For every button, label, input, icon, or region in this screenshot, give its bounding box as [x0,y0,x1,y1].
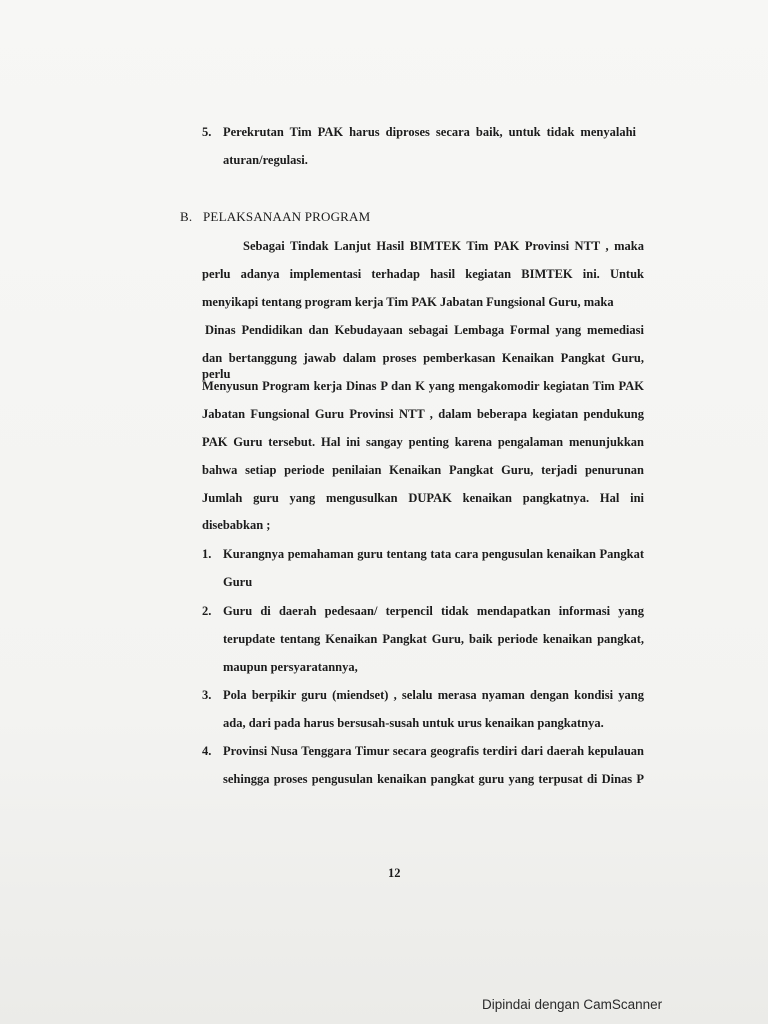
list-item-4-number: 4. [202,744,212,758]
list-item-4-line-1: Provinsi Nusa Tenggara Timur secara geografis terdiri dari daerah kepulauan [223,744,644,758]
list-item-2-number: 2. [202,604,212,618]
list-item-1-number: 1. [202,547,212,561]
paragraph-line-9: bahwa setiap periode penilaian Kenaikan Pangkat Guru, terjadi penurunan [202,463,644,477]
list-item-5-line-1: Perekrutan Tim PAK harus diproses secara baik, untuk tidak menyalahi [223,125,636,139]
paragraph-line-1: Sebagai Tindak Lanjut Hasil BIMTEK Tim PAK Provinsi NTT , maka [243,239,644,253]
paragraph-line-5: dan bertanggung jawab dalam proses pemberkasan Kenaikan Pangkat Guru, perlu [202,351,644,381]
list-item-1-line-1: Kurangnya pemahaman guru tentang tata cara pengusulan kenaikan Pangkat [223,547,644,561]
scanner-watermark: Dipindai dengan CamScanner [482,997,663,1012]
page-number: 12 [388,866,401,880]
list-item-1-line-2: Guru [223,575,253,589]
list-item-3-line-2: ada, dari pada harus bersusah-susah untuk urus kenaikan pangkatnya. [223,716,604,730]
paragraph-line-6: Menyusun Program kerja Dinas P dan K yang mengakomodir kegiatan Tim PAK [202,379,644,393]
section-b-title: PELAKSANAAN PROGRAM [203,209,371,224]
paragraph-line-10: Jumlah guru yang mengusulkan DUPAK kenaikan pangkatnya. Hal ini [202,491,644,505]
list-item-3-line-1: Pola berpikir guru (miendset) , selalu merasa nyaman dengan kondisi yang [223,688,644,702]
paragraph-line-4: Dinas Pendidikan dan Kebudayaan sebagai Lembaga Formal yang memediasi [205,323,644,337]
list-item-5-line-2: aturan/regulasi. [223,153,308,167]
list-item-3-number: 3. [202,688,212,702]
list-item-2-line-2: terupdate tentang Kenaikan Pangkat Guru, baik periode kenaikan pangkat, [223,632,644,646]
paragraph-line-3: menyikapi tentang program kerja Tim PAK Jabatan Fungsional Guru, maka [202,295,614,309]
paragraph-line-8: PAK Guru tersebut. Hal ini sangay penting karena pengalaman menunjukkan [202,435,644,449]
list-item-2-line-3: maupun persyaratannya, [223,660,358,674]
list-item-5-number: 5. [202,125,212,139]
list-item-4-line-2: sehingga proses pengusulan kenaikan pangkat guru yang terpusat di Dinas P [223,772,644,786]
paragraph-line-11: disebabkan ; [202,518,271,532]
paragraph-line-2: perlu adanya implementasi terhadap hasil kegiatan BIMTEK ini. Untuk [202,267,644,281]
list-item-2-line-1: Guru di daerah pedesaan/ terpencil tidak mendapatkan informasi yang [223,604,644,618]
paragraph-line-7: Jabatan Fungsional Guru Provinsi NTT , dalam beberapa kegiatan pendukung [202,407,644,421]
section-b-letter: B. [180,209,193,224]
